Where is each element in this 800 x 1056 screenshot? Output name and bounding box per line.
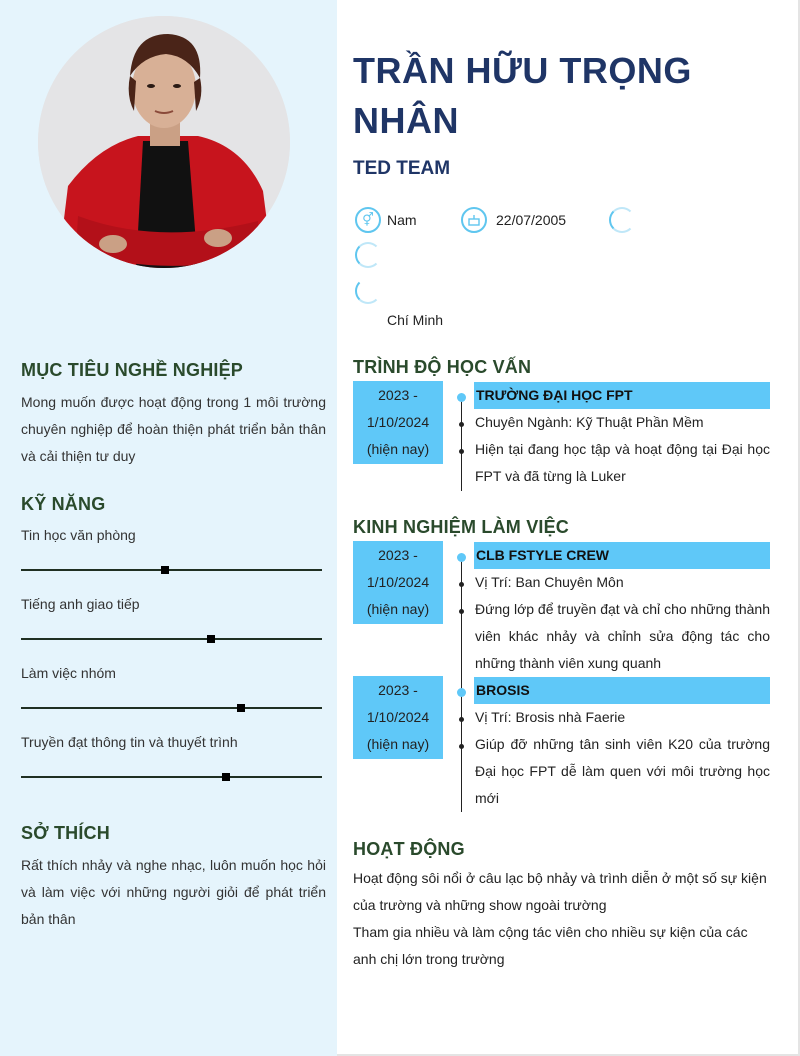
sidebar (0, 0, 337, 1056)
skill-slider (21, 638, 322, 640)
phone-icon (609, 207, 635, 233)
career-goal-title: MỤC TIÊU NGHỀ NGHIỆP (21, 360, 244, 380)
timeline-line (461, 395, 462, 491)
date-line: 2023 - (378, 682, 418, 698)
skill-label: Làm việc nhóm (21, 665, 116, 681)
address-value: Chí Minh (387, 312, 444, 328)
skill-level-marker (237, 704, 245, 712)
cake-icon (461, 207, 487, 233)
hobbies-title: SỞ THÍCH (21, 823, 110, 843)
avatar (38, 16, 290, 268)
timeline-line (461, 555, 462, 812)
experience-detail: Đứng lớp để truyền đạt và chỉ cho những thành viên khác nhảy và chỉnh sửa động tác cho những thành viên xung quanh (475, 601, 770, 671)
skill-slider (21, 707, 322, 709)
skill-slider (21, 569, 322, 571)
timeline-dot (457, 553, 466, 562)
bullet (459, 717, 464, 722)
team-name: TED TEAM (353, 158, 451, 179)
experience-role: Vị Trí: Brosis nhà Faerie (475, 709, 626, 725)
experience-date (353, 676, 443, 759)
experience-title: KINH NGHIỆM LÀM VIỆC (353, 517, 570, 537)
skill-label: Tin học văn phòng (21, 527, 136, 543)
skill-label: Tiếng anh giao tiếp (21, 596, 140, 612)
skill-level-marker (207, 635, 215, 643)
timeline-dot (457, 688, 466, 697)
experience-role: Vị Trí: Ban Chuyên Môn (475, 574, 624, 590)
gender-icon: ⚥ (355, 207, 381, 233)
bullet (459, 744, 464, 749)
date-line: 1/10/2024 (366, 574, 430, 590)
education-detail: Hiện tại đang học tập và hoạt động tại Đại học FPT và đã từng là Luker (475, 441, 770, 484)
bullet (459, 609, 464, 614)
bullet (459, 422, 464, 427)
gender-value: Nam (387, 212, 417, 228)
timeline-dot (457, 393, 466, 402)
experience-detail: Giúp đỡ những tân sinh viên K20 của trường Đại học FPT dễ làm quen với môi trường học mới (475, 736, 770, 806)
date-line: (hiện nay) (366, 601, 430, 617)
location-icon (355, 278, 381, 304)
bullet (459, 582, 464, 587)
avatar-photo (38, 16, 290, 268)
education-title: TRÌNH ĐỘ HỌC VẤN (353, 357, 532, 377)
date-line: 1/10/2024 (366, 414, 430, 430)
candidate-name: TRẦN HỮU TRỌNG NHÂN (353, 50, 692, 141)
skill-level-marker (161, 566, 169, 574)
activities-title: HOẠT ĐỘNG (353, 839, 465, 859)
experience-org: BROSIS (474, 677, 770, 704)
date-line: (hiện nay) (366, 441, 430, 457)
date-line: (hiện nay) (366, 736, 430, 752)
career-goal-text: Mong muốn được hoạt động trong 1 môi trường chuyên nghiệp để hoàn thiện phát triển bản thân và cải thiện tư duy (21, 394, 326, 464)
skills-title: KỸ NĂNG (21, 494, 106, 514)
education-date (353, 381, 443, 464)
skill-label: Truyền đạt thông tin và thuyết trình (21, 734, 238, 750)
skill-level-marker (222, 773, 230, 781)
experience-date (353, 541, 443, 624)
activity-text: Hoạt động sôi nổi ở câu lạc bộ nhảy và trình diễn ở một số sự kiện của trường và những show ngoài trường (353, 870, 767, 913)
experience-org: CLB FSTYLE CREW (474, 542, 770, 569)
main-content (337, 0, 798, 1056)
education-major: Chuyên Ngành: Kỹ Thuật Phần Mềm (475, 414, 704, 430)
skill-slider (21, 776, 322, 778)
email-icon (355, 242, 381, 268)
date-line: 1/10/2024 (366, 709, 430, 725)
hobbies-text: Rất thích nhảy và nghe nhạc, luôn muốn học hỏi và làm việc với những người giỏi để phát triển bản thân (21, 857, 326, 927)
date-line: 2023 - (378, 547, 418, 563)
activity-text: Tham gia nhiều và làm cộng tác viên cho nhiều sự kiện của các anh chị lớn trong trường (353, 924, 748, 967)
date-line: 2023 - (378, 387, 418, 403)
birthday-value: 22/07/2005 (496, 212, 567, 228)
bullet (459, 449, 464, 454)
education-school: TRƯỜNG ĐẠI HỌC FPT (474, 382, 770, 409)
